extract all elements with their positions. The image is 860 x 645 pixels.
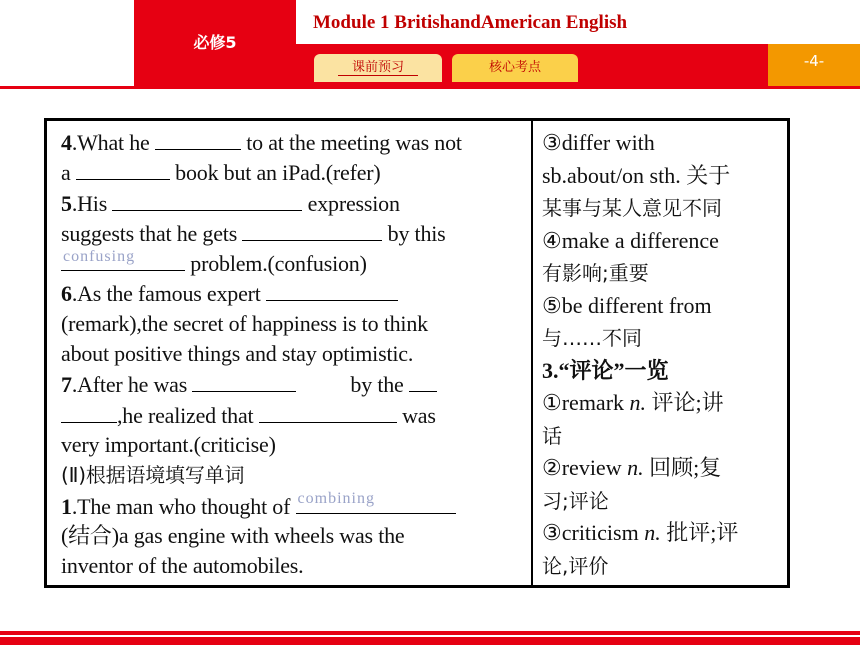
question-4-line-1: 4.What he to at the meeting was not (61, 127, 523, 157)
exercise-column (61, 127, 523, 581)
vocab-line: 某事与某人意见不同 (542, 196, 722, 220)
page-number: -4- (803, 52, 825, 70)
question-4-line-2: a book but an iPad.(refer) (61, 157, 523, 187)
question-1-line-1: 1.The man who thought of combining (61, 491, 523, 521)
vocab-line: 有影响;重要 (542, 261, 649, 285)
tab-key-points-label: 核心考点 (488, 60, 541, 75)
question-5-line-1: 5.His expression (61, 188, 523, 218)
vocab-line: 与……不同 (542, 326, 642, 350)
answer-blank (296, 491, 456, 514)
header-divider (0, 86, 860, 89)
footer-line-thick (0, 637, 860, 645)
vocab-line: ③criticism n. 批评;评 (542, 520, 739, 545)
answer-blank (242, 218, 382, 241)
answer-blank (266, 278, 398, 301)
answer-blank (409, 369, 437, 392)
vocab-line: ④make a difference (542, 227, 719, 253)
answer-blank (192, 369, 296, 392)
vocab-line: ②review n. 回顾;复 (542, 455, 722, 480)
answer-blank (76, 157, 170, 180)
book-label: 必修5 (193, 33, 237, 52)
question-6-line-3: about positive things and stay optimistic. (61, 341, 414, 367)
question-7-line-1: 7.After he was by the (61, 369, 523, 399)
question-1-line-2: (结合)a gas engine with wheels was the (61, 522, 405, 548)
question-6-line-1: 6.As the famous expert (61, 278, 523, 308)
footer-line-thin (0, 631, 860, 635)
page-indicator (768, 44, 860, 86)
tab-preview[interactable] (314, 54, 442, 82)
answer-blank (155, 127, 241, 150)
answer-blank (112, 188, 302, 211)
tab-preview-label: 课前预习 (338, 60, 418, 76)
vocab-line: sb.about/on sth. 关于 (542, 162, 731, 188)
tab-key-points[interactable] (452, 54, 578, 82)
question-5-line-2: suggests that he gets by this (61, 218, 523, 248)
module-title: Module 1 BritishandAmerican English (313, 12, 628, 33)
comment-section-heading: 3.“评论”一览 (542, 357, 669, 383)
section-2-heading: (Ⅱ)根据语境填写单词 (61, 463, 245, 488)
vocab-line: 论,评价 (542, 553, 609, 578)
vocabulary-column (542, 127, 786, 582)
vocab-line: ⑤be different from (542, 292, 712, 318)
question-7-line-3: very important.(criticise) (61, 431, 276, 457)
question-5-line-3: confusing problem.(confusion) (61, 248, 523, 278)
question-6-line-2: (remark),the secret of happiness is to think (61, 310, 428, 336)
faded-answer: combining (297, 490, 375, 508)
vocab-line: 习;评论 (542, 488, 609, 513)
question-1-line-3: inventor of the automobiles. (61, 553, 304, 579)
answer-blank (61, 248, 185, 271)
column-divider (531, 121, 533, 585)
question-7-line-2: ,he realized that was (61, 400, 523, 430)
vocab-line: ③differ with (542, 130, 655, 155)
faded-answer: confusing (63, 247, 136, 265)
vocab-line: 话 (542, 423, 562, 448)
exercise-table (44, 118, 790, 588)
answer-blank (61, 400, 117, 423)
vocab-line: ①remark n. 评论;讲 (542, 390, 724, 415)
answer-blank (259, 400, 397, 423)
book-label-box (134, 0, 296, 86)
